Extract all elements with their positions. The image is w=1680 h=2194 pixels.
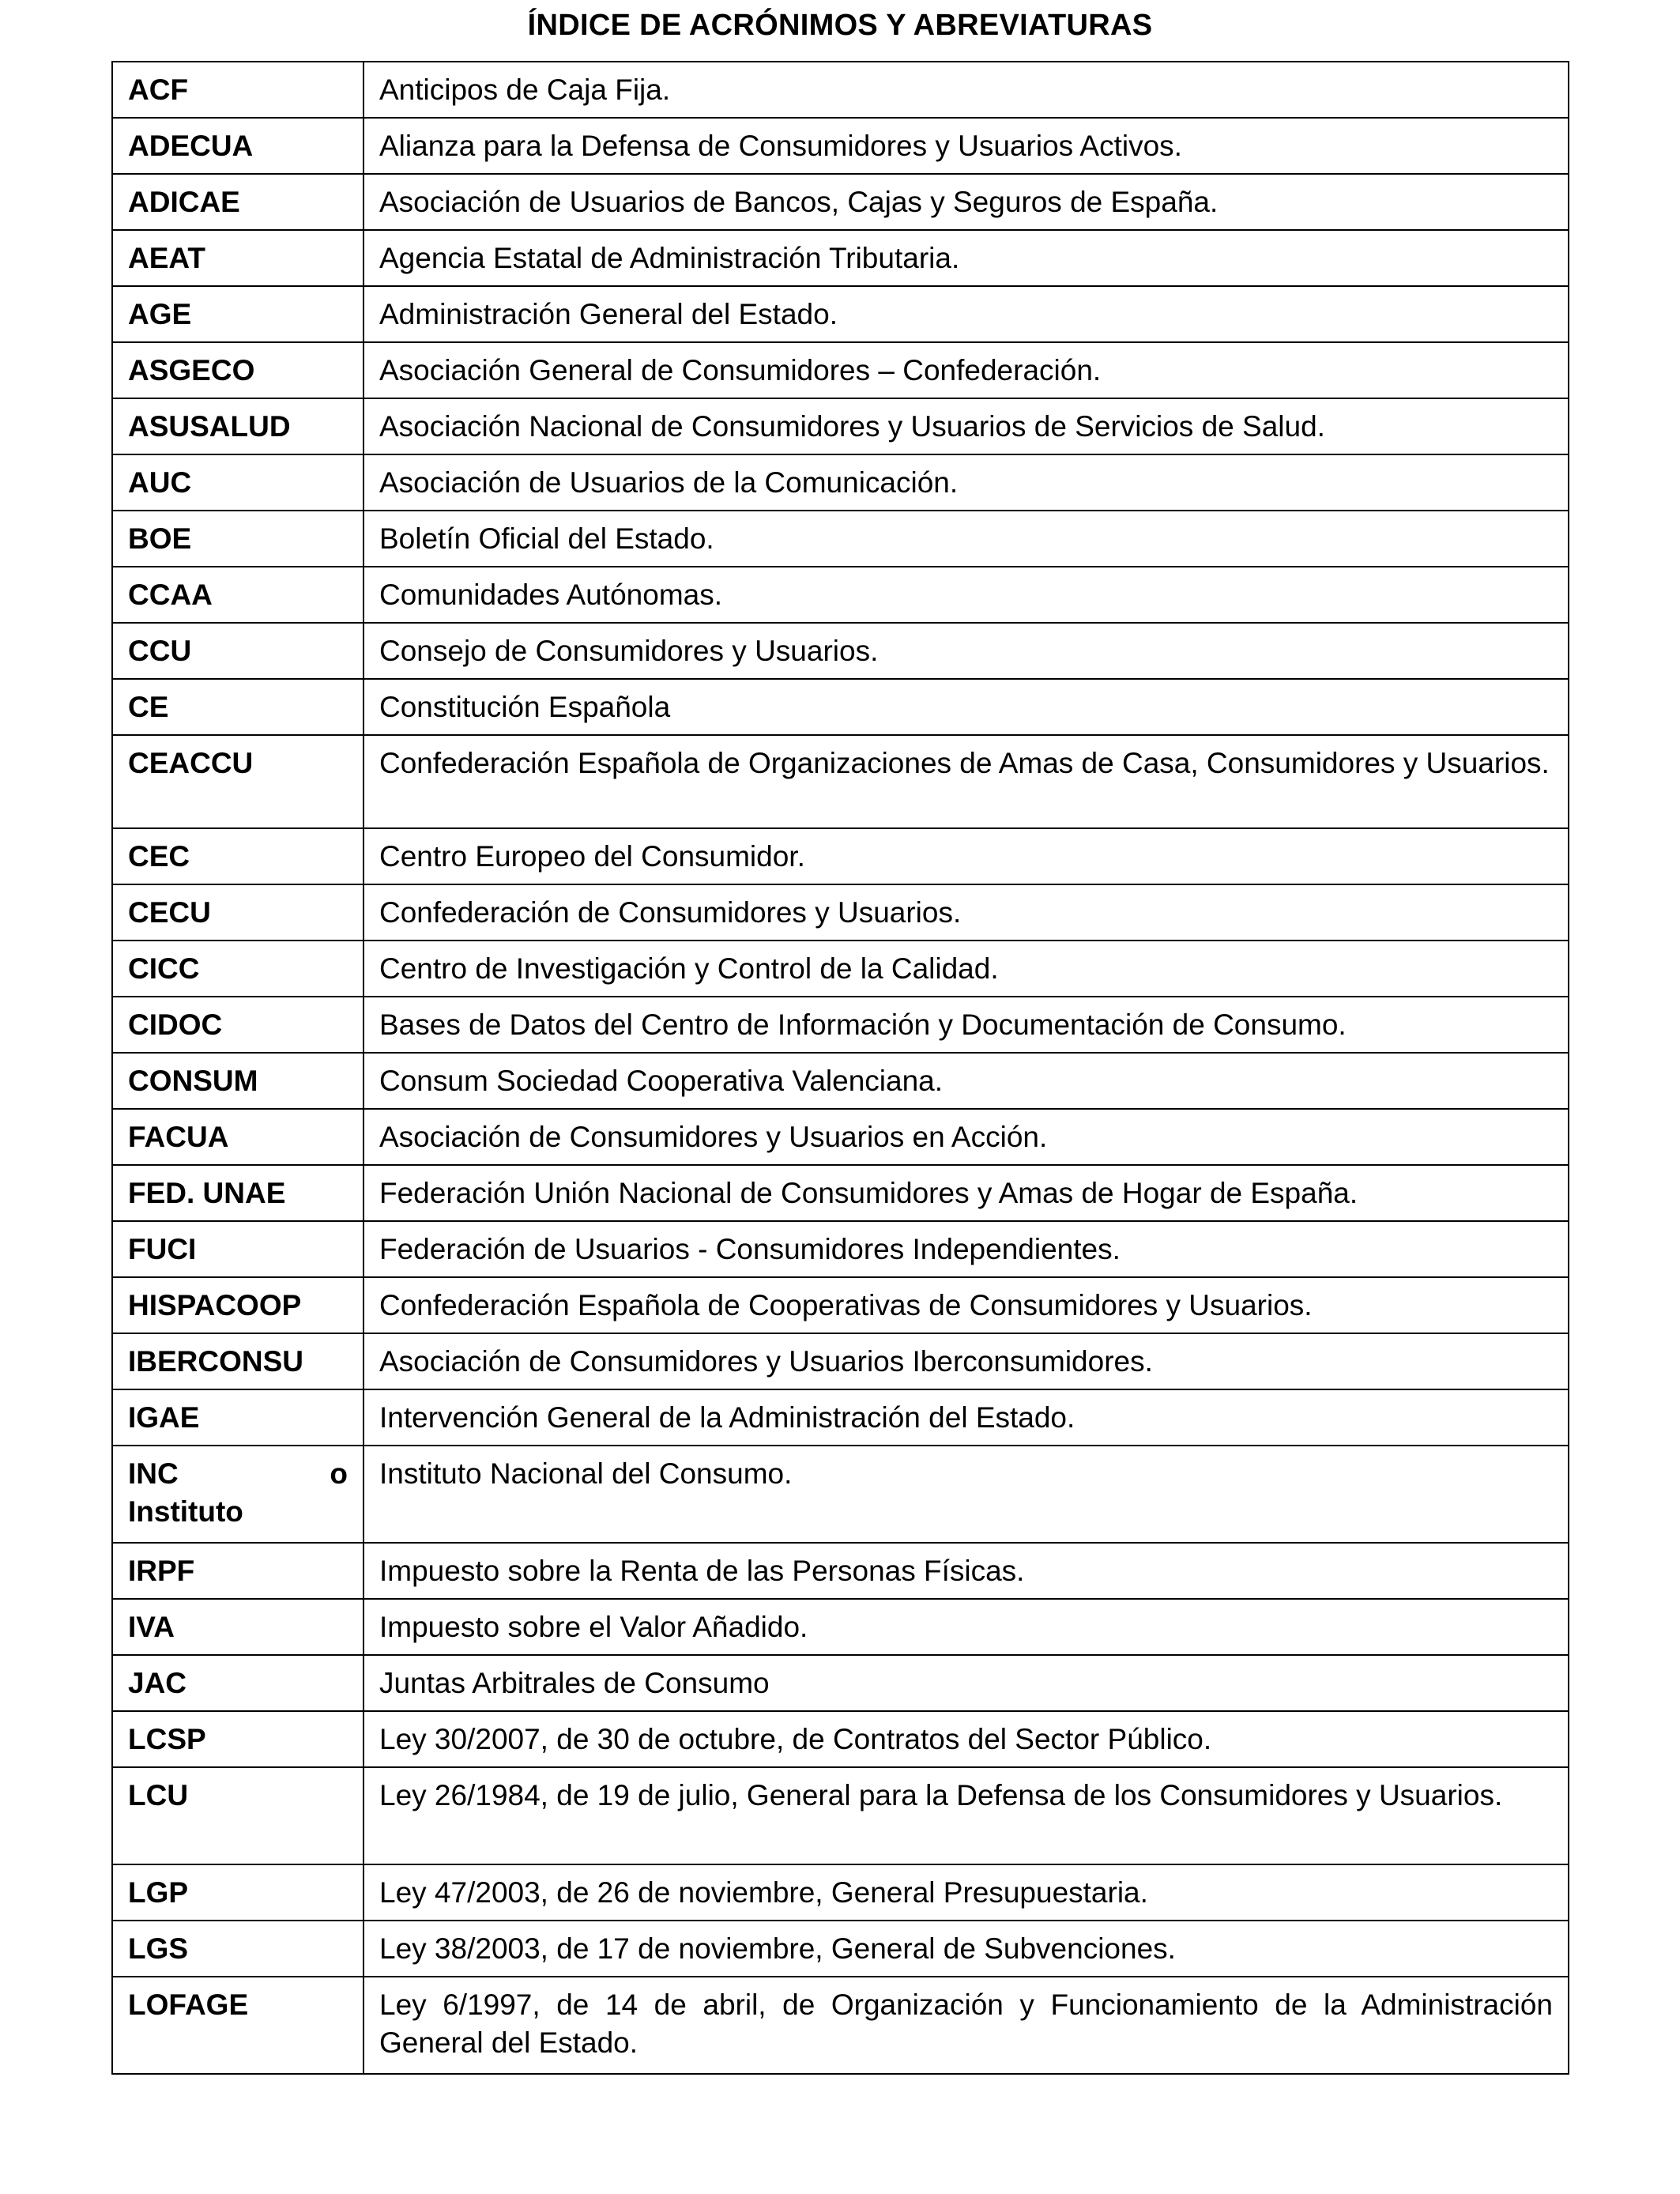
acronym-text: INC	[128, 1457, 179, 1490]
table-row	[112, 342, 1569, 398]
table-row	[112, 1165, 1569, 1221]
definition-cell: Intervención General de la Administración del Estado.	[363, 1389, 1569, 1446]
definition-cell: Asociación de Consumidores y Usuarios en Acción.	[363, 1109, 1569, 1165]
definition-cell: Impuesto sobre el Valor Añadido.	[363, 1599, 1569, 1655]
acronym-cell: CECU	[112, 884, 363, 941]
definition-cell: Administración General del Estado.	[363, 286, 1569, 342]
table-row	[112, 286, 1569, 342]
acronym-cell: ADECUA	[112, 118, 363, 174]
definition-cell: Instituto Nacional del Consumo.	[363, 1446, 1569, 1543]
definition-cell: Asociación Nacional de Consumidores y Usuarios de Servicios de Salud.	[363, 398, 1569, 454]
table-row	[112, 1109, 1569, 1165]
definition-cell: Alianza para la Defensa de Consumidores y Usuarios Activos.	[363, 118, 1569, 174]
acronym-line	[128, 1455, 348, 1493]
table-row	[112, 1711, 1569, 1767]
table-row	[112, 735, 1569, 828]
table-row	[112, 1767, 1569, 1864]
acronym-cell	[112, 1446, 363, 1543]
definition-cell: Confederación Española de Cooperativas de Consumidores y Usuarios.	[363, 1277, 1569, 1333]
definition-cell: Ley 47/2003, de 26 de noviembre, General Presupuestaria.	[363, 1864, 1569, 1921]
table-row	[112, 1864, 1569, 1921]
acronym-cell: ADICAE	[112, 174, 363, 230]
acronym-text: Instituto	[128, 1495, 243, 1528]
acronym-cell: FED. UNAE	[112, 1165, 363, 1221]
table-row	[112, 398, 1569, 454]
table-row	[112, 941, 1569, 997]
acronym-cell: CONSUM	[112, 1053, 363, 1109]
table-row	[112, 828, 1569, 884]
definition-cell: Agencia Estatal de Administración Tributaria.	[363, 230, 1569, 286]
table-row	[112, 679, 1569, 735]
table-row	[112, 1921, 1569, 1977]
acronym-cell: CCAA	[112, 567, 363, 623]
definition-cell: Comunidades Autónomas.	[363, 567, 1569, 623]
acronym-cell: HISPACOOP	[112, 1277, 363, 1333]
acronym-cell: AGE	[112, 286, 363, 342]
acronym-cell: FACUA	[112, 1109, 363, 1165]
definition-cell: Ley 38/2003, de 17 de noviembre, General de Subvenciones.	[363, 1921, 1569, 1977]
acronym-cell: CCU	[112, 623, 363, 679]
table-row	[112, 1446, 1569, 1543]
table-row	[112, 511, 1569, 567]
definition-cell: Asociación de Usuarios de la Comunicación.	[363, 454, 1569, 511]
table-row	[112, 1053, 1569, 1109]
definition-cell: Constitución Española	[363, 679, 1569, 735]
definition-cell: Asociación de Consumidores y Usuarios Iberconsumidores.	[363, 1333, 1569, 1389]
table-row	[112, 1333, 1569, 1389]
definition-cell: Juntas Arbitrales de Consumo	[363, 1655, 1569, 1711]
definition-cell: Consum Sociedad Cooperativa Valenciana.	[363, 1053, 1569, 1109]
definition-cell: Asociación General de Consumidores – Confederación.	[363, 342, 1569, 398]
definition-cell: Federación de Usuarios - Consumidores Independientes.	[363, 1221, 1569, 1277]
acronym-cell: LCSP	[112, 1711, 363, 1767]
acronym-cell: IVA	[112, 1599, 363, 1655]
acronym-cell: LCU	[112, 1767, 363, 1864]
acronym-cell: LGP	[112, 1864, 363, 1921]
acronym-cell: ACF	[112, 62, 363, 118]
definition-cell: Ley 26/1984, de 19 de julio, General para la Defensa de los Consumidores y Usuarios.	[363, 1767, 1569, 1864]
acronym-cell: AEAT	[112, 230, 363, 286]
table-row	[112, 1977, 1569, 2074]
table-row	[112, 1599, 1569, 1655]
acronym-cell: ASGECO	[112, 342, 363, 398]
table-row	[112, 623, 1569, 679]
table-row	[112, 454, 1569, 511]
acronym-cell: CIDOC	[112, 997, 363, 1053]
acronym-cell: IRPF	[112, 1543, 363, 1599]
table-row	[112, 997, 1569, 1053]
definition-cell: Asociación de Usuarios de Bancos, Cajas y Seguros de España.	[363, 174, 1569, 230]
acronym-cell: JAC	[112, 1655, 363, 1711]
definition-cell: Centro Europeo del Consumidor.	[363, 828, 1569, 884]
definition-cell: Ley 6/1997, de 14 de abril, de Organización y Funcionamiento de la Administración General del Estado.	[363, 1977, 1569, 2074]
acronym-cell: ASUSALUD	[112, 398, 363, 454]
table-row	[112, 1277, 1569, 1333]
definition-cell: Bases de Datos del Centro de Información y Documentación de Consumo.	[363, 997, 1569, 1053]
acronym-cell: CICC	[112, 941, 363, 997]
table-row	[112, 118, 1569, 174]
table-row	[112, 567, 1569, 623]
table-row	[112, 884, 1569, 941]
acronym-cell: CE	[112, 679, 363, 735]
acronym-cell: BOE	[112, 511, 363, 567]
table-row	[112, 230, 1569, 286]
definition-cell: Impuesto sobre la Renta de las Personas Físicas.	[363, 1543, 1569, 1599]
page-title: ÍNDICE DE ACRÓNIMOS Y ABREVIATURAS	[527, 9, 1153, 42]
definition-cell: Federación Unión Nacional de Consumidores y Amas de Hogar de España.	[363, 1165, 1569, 1221]
table-row	[112, 1543, 1569, 1599]
definition-cell: Ley 30/2007, de 30 de octubre, de Contratos del Sector Público.	[363, 1711, 1569, 1767]
definition-cell: Confederación de Consumidores y Usuarios.	[363, 884, 1569, 941]
definition-cell: Anticipos de Caja Fija.	[363, 62, 1569, 118]
acronym-cell: LGS	[112, 1921, 363, 1977]
table-row	[112, 62, 1569, 118]
definition-cell: Consejo de Consumidores y Usuarios.	[363, 623, 1569, 679]
table-row	[112, 1655, 1569, 1711]
acronym-cell: CEACCU	[112, 735, 363, 828]
acronym-cell: LOFAGE	[112, 1977, 363, 2074]
acronym-connector: o	[330, 1457, 348, 1490]
acronym-cell: IGAE	[112, 1389, 363, 1446]
acronym-cell: AUC	[112, 454, 363, 511]
acronym-cell: CEC	[112, 828, 363, 884]
acronym-table	[111, 61, 1569, 2075]
table-row	[112, 174, 1569, 230]
table-row	[112, 1221, 1569, 1277]
acronym-cell: FUCI	[112, 1221, 363, 1277]
definition-cell: Boletín Oficial del Estado.	[363, 511, 1569, 567]
acronym-cell: IBERCONSU	[112, 1333, 363, 1389]
definition-cell: Centro de Investigación y Control de la Calidad.	[363, 941, 1569, 997]
table-row	[112, 1389, 1569, 1446]
definition-cell: Confederación Española de Organizaciones de Amas de Casa, Consumidores y Usuarios.	[363, 735, 1569, 828]
